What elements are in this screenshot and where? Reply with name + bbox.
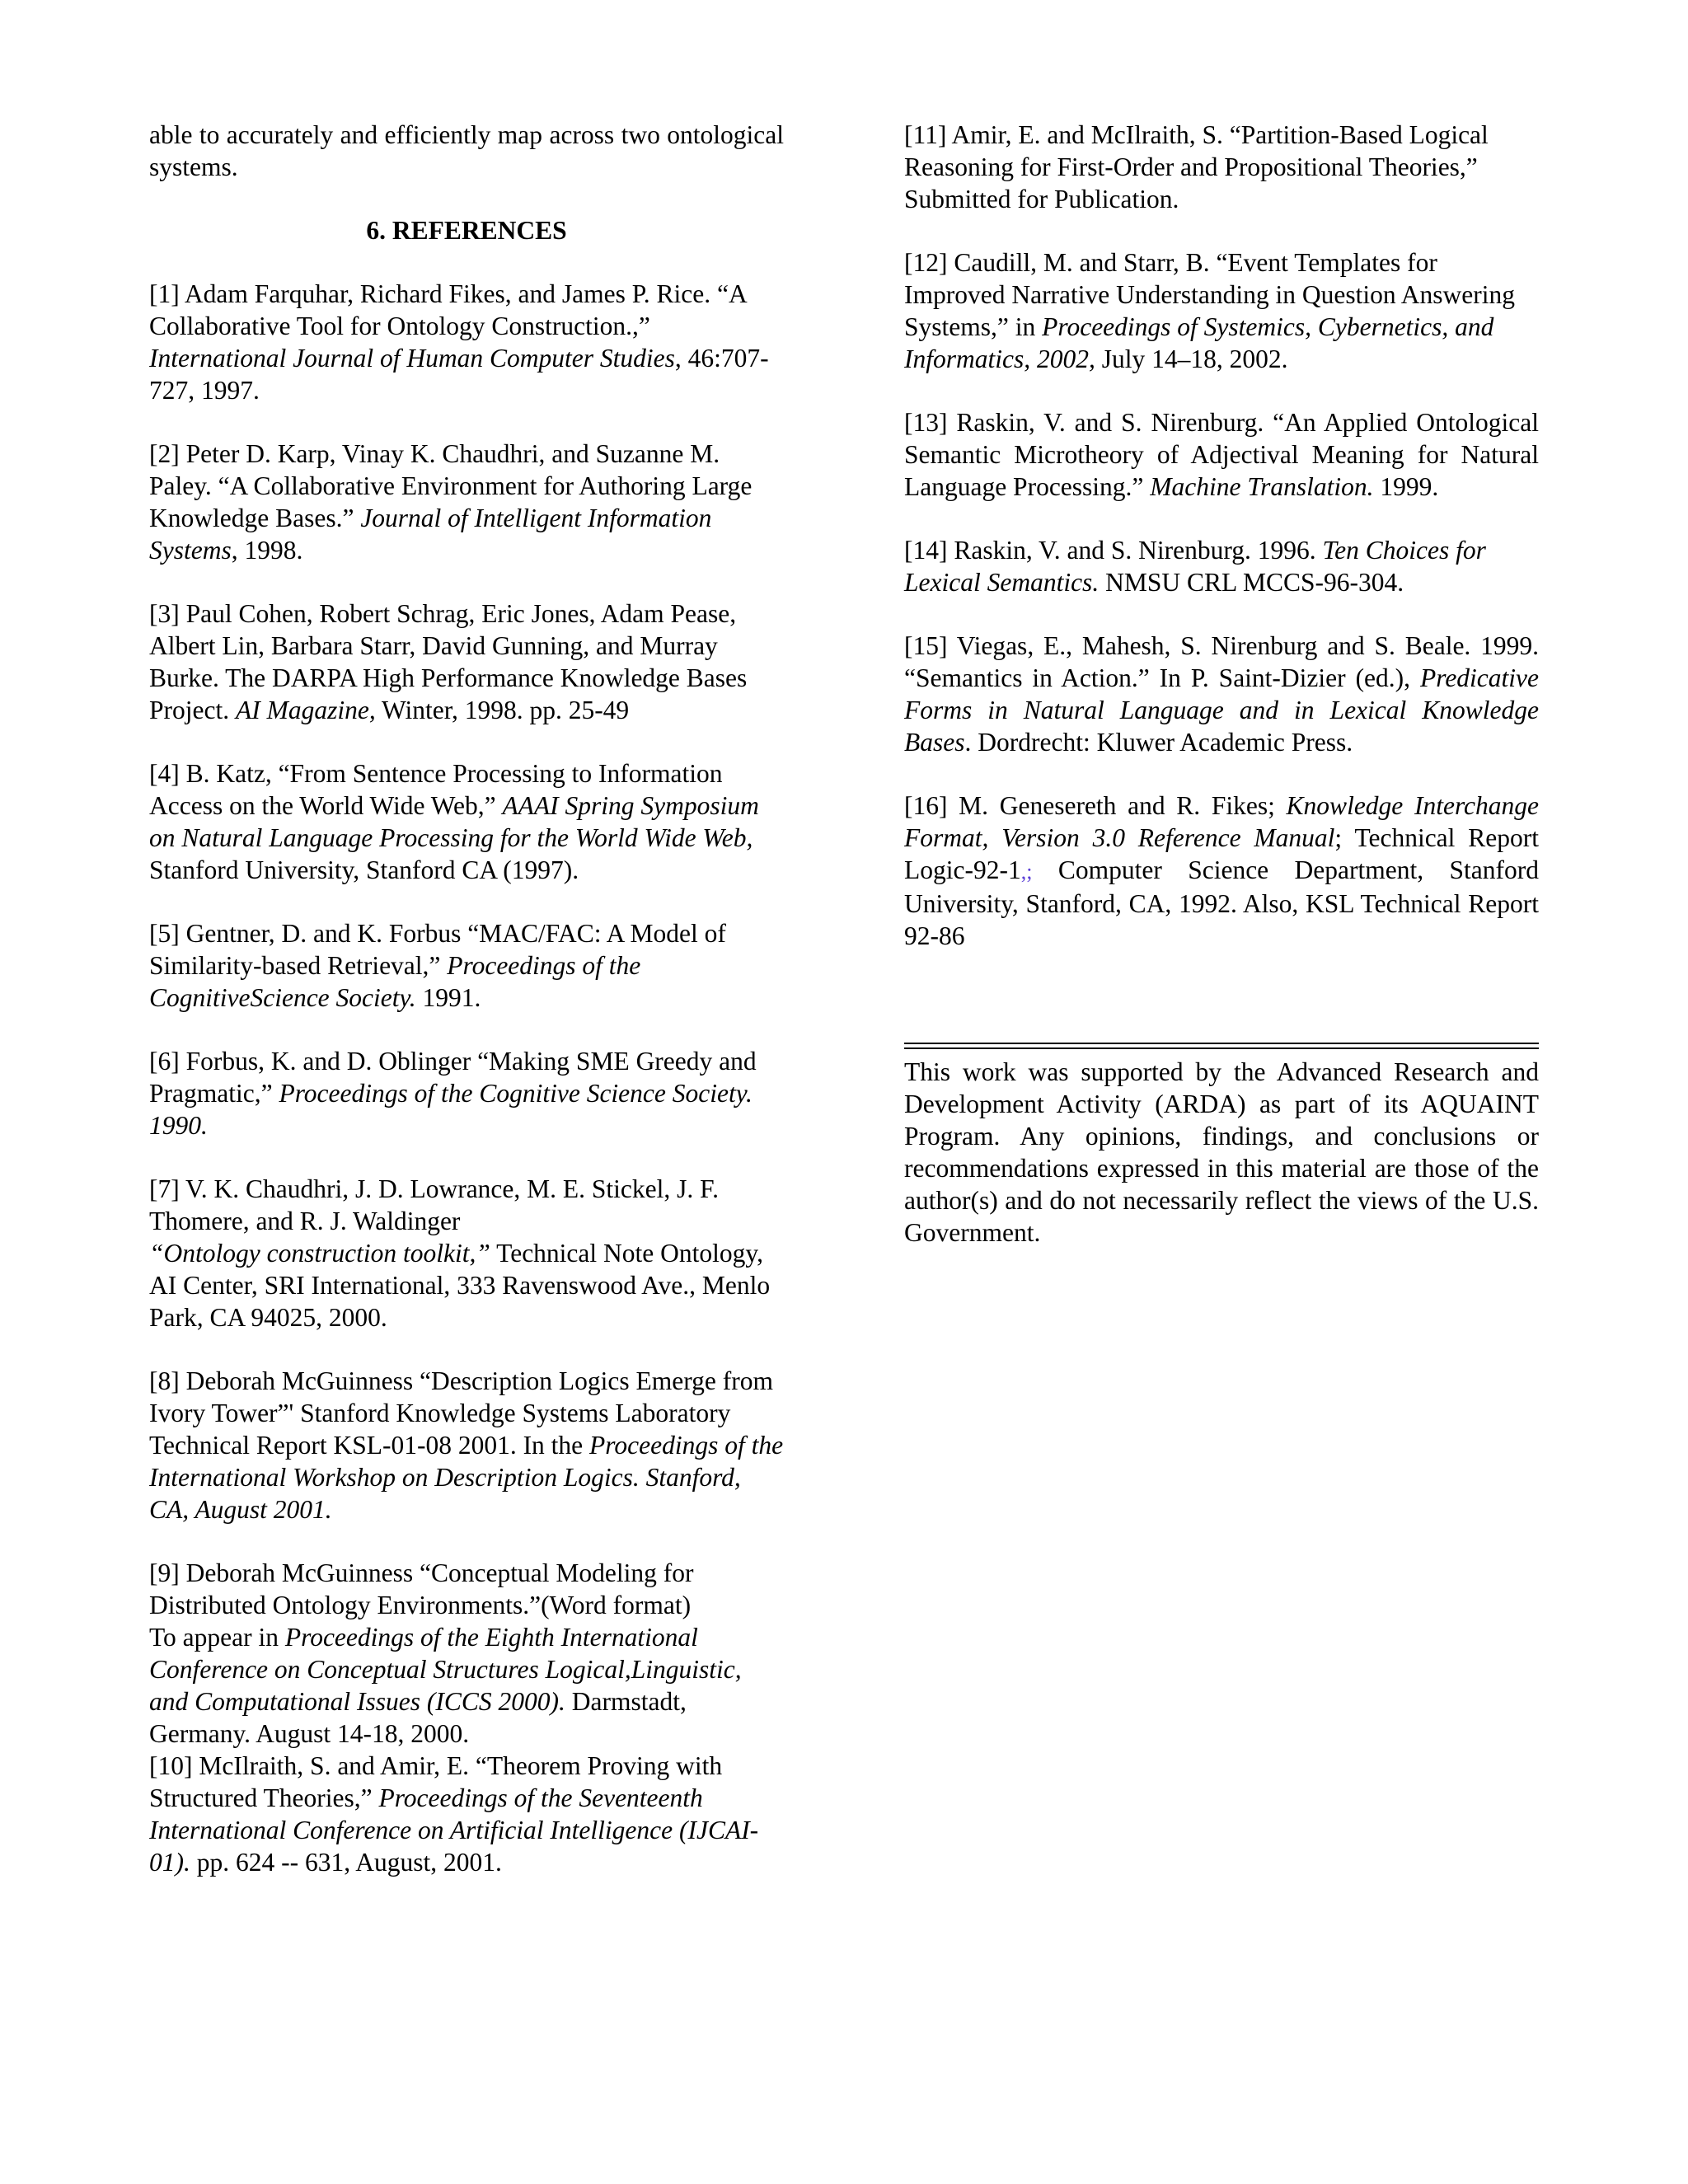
ref-3-tail: Winter, 1998. pp. 25-49 — [375, 696, 630, 724]
reference-16 — [904, 790, 1539, 952]
reference-12 — [904, 246, 1539, 375]
ref-16-tail: Computer Science Department, Stanford University, Stanford, CA, 1992. Also, KSL Technical Report 92-86 — [904, 855, 1539, 950]
ref-8-venue: Proceedings of the International Workshop on Description Logics. Stanford, CA, August 2001. — [149, 1431, 784, 1524]
reference-11 — [904, 119, 1539, 215]
reference-10 — [149, 1750, 784, 1878]
reference-7 — [149, 1173, 784, 1333]
ref-15-text: [15] Viegas, E., Mahesh, S. Nirenburg and S. Beale. 1999. “Semantics in Action.” In P. Saint-Dizier (ed.), — [904, 631, 1539, 692]
tracked-change-mark: ,; — [1020, 860, 1033, 883]
ref-5-venue: Proceedings of the CognitiveScience Society. — [149, 951, 641, 1012]
reference-2 — [149, 438, 784, 566]
reference-14 — [904, 534, 1539, 598]
ref-2-text: [2] Peter D. Karp, Vinay K. Chaudhri, and Suzanne M. Paley. “A Collaborative Environment for Authoring Large Knowledge Bases.” — [149, 439, 753, 532]
ref-15-tail: . Dordrecht: Kluwer Academic Press. — [964, 728, 1353, 757]
ref-1-text: [1] Adam Farquhar, Richard Fikes, and James P. Rice. “A Collaborative Tool for Ontology Construction.,” — [149, 279, 746, 340]
ref-15-venue: Predicative Forms in Natural Language and in Lexical Knowledge Bases — [904, 663, 1539, 757]
right-column — [904, 119, 1539, 1249]
ref-9-prefix: To appear in — [149, 1623, 285, 1652]
ref-16-report: ; Technical Report Logic-92-1 — [904, 823, 1540, 884]
ref-13-text: [13] Raskin, V. and S. Nirenburg. “An Applied Ontological Semantic Microtheory of Adjectival Meaning for Natural Language Processing.” — [904, 408, 1539, 501]
ref-7-title: “Ontology construction toolkit,” — [149, 1239, 490, 1268]
reference-1 — [149, 278, 784, 406]
ref-5-tail: 1991. — [415, 983, 481, 1012]
ref-4-text: [4] B. Katz, “From Sentence Processing to Information Access on the World Wide Web,” — [149, 759, 723, 820]
ref-6-text: [6] Forbus, K. and D. Oblinger “Making SME Greedy and Pragmatic,” — [149, 1047, 757, 1108]
ref-11-text: [11] Amir, E. and McIlraith, S. “Partition-Based Logical Reasoning for First-Order and Propositional Theories,” Submitted for Publication. — [904, 120, 1489, 213]
reference-9 — [149, 1557, 784, 1750]
ref-8-text: [8] Deborah McGuinness “Description Logics Emerge from Ivory Tower”' Stanford Knowledge Systems Laboratory Technical Report KSL-01-08 2001. In the — [149, 1366, 773, 1460]
ref-10-venue: Proceedings of the Seventeenth International Conference on Artificial Intelligence (IJCAI-01). — [149, 1783, 759, 1877]
ref-9-text: [9] Deborah McGuinness “Conceptual Modeling for Distributed Ontology Environments.”(Word format) — [149, 1558, 694, 1619]
reference-13 — [904, 406, 1539, 503]
left-column — [149, 119, 784, 1878]
ref-1-venue: International Journal of Human Computer Studies — [149, 344, 675, 373]
ref-2-venue: Journal of Intelligent Information Systems — [149, 504, 712, 565]
ref-2-tail: , 1998. — [231, 536, 303, 565]
ref-3-venue: AI Magazine, — [235, 696, 376, 724]
ref-5-text: [5] Gentner, D. and K. Forbus “MAC/FAC: A Model of Similarity-based Retrieval,” — [149, 919, 726, 980]
ref-7-text: [7] V. K. Chaudhri, J. D. Lowrance, M. E. Stickel, J. F. Thomere, and R. J. Waldinger — [149, 1174, 720, 1235]
ref-16-title: Knowledge Interchange Format, Version 3.0 Reference Manual — [904, 791, 1539, 852]
footnote: This work was supported by the Advanced Research and Development Activity (ARDA) as part of its AQUAINT Program. Any opinions, findings, and conclusions or recommendations expressed in this material are those of the author(s) and do not necessarily reflect the views of the U.S. Government. — [904, 1057, 1539, 1247]
ref-1-tail: , 46:707-727, 1997. — [149, 344, 769, 405]
intro-paragraph: able to accurately and efficiently map across two ontological systems. — [149, 120, 784, 181]
ref-12-text: [12] Caudill, M. and Starr, B. “Event Templates for Improved Narrative Understanding in Question Answering Systems,” in — [904, 248, 1515, 341]
section-heading: 6. REFERENCES — [366, 216, 567, 245]
ref-7-tail: Technical Note Ontology, AI Center, SRI International, 333 Ravenswood Ave., Menlo Park, CA 94025, 2000. — [149, 1239, 771, 1332]
reference-5 — [149, 917, 784, 1014]
reference-6 — [149, 1045, 784, 1141]
reference-3 — [149, 598, 784, 726]
ref-10-text: [10] McIlraith, S. and Amir, E. “Theorem Proving with Structured Theories,” — [149, 1751, 723, 1812]
ref-12-venue: Proceedings of Systemics, Cybernetics, and Informatics, 2002, — [904, 312, 1494, 373]
ref-3-text: [3] Paul Cohen, Robert Schrag, Eric Jones, Adam Pease, Albert Lin, Barbara Starr, David Gunning, and Murray Burke. The DARPA High Performance Knowledge Bases Project. — [149, 599, 748, 724]
reference-8 — [149, 1365, 784, 1526]
ref-13-venue: Machine Translation. — [1150, 472, 1374, 501]
ref-14-title: Ten Choices for Lexical Semantics. — [904, 536, 1486, 597]
ref-13-tail: 1999. — [1373, 472, 1439, 501]
ref-6-venue: Proceedings of the Cognitive Science Society. 1990. — [149, 1079, 753, 1140]
ref-4-tail: Stanford University, Stanford CA (1997). — [149, 855, 579, 884]
reference-15 — [904, 630, 1539, 758]
ref-12-tail: July 14–18, 2002. — [1095, 344, 1288, 373]
ref-4-venue: AAAI Spring Symposium on Natural Language Processing for the World Wide Web, — [149, 791, 759, 852]
ref-14-text: [14] Raskin, V. and S. Nirenburg. 1996. — [904, 536, 1323, 565]
ref-9-tail: Darmstadt, Germany. August 14-18, 2000. — [149, 1687, 687, 1748]
reference-4 — [149, 757, 784, 886]
double-rule — [904, 1043, 1539, 1049]
ref-14-tail: NMSU CRL MCCS-96-304. — [1099, 568, 1404, 597]
ref-9-venue: Proceedings of the Eighth International Conference on Conceptual Structures Logical,Linguistic, and Computational Issues (ICCS 2000). — [149, 1623, 742, 1716]
ref-16-text: [16] M. Genesereth and R. Fikes; — [904, 791, 1287, 820]
footnote-separator — [904, 1043, 1539, 1049]
ref-10-tail: pp. 624 -- 631, August, 2001. — [190, 1848, 502, 1877]
